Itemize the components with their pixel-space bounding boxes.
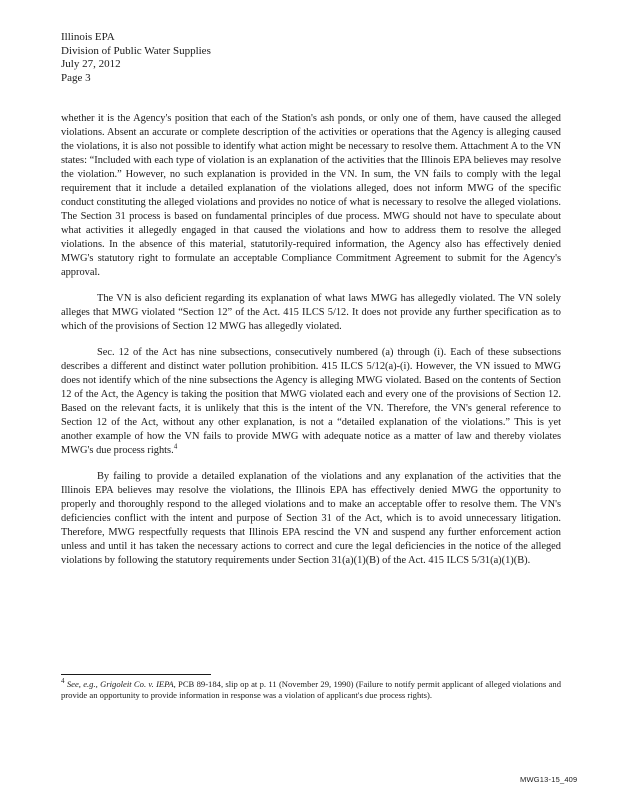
paragraph-3-text: Sec. 12 of the Act has nine subsections, consecutively numbered (a) through (i). Each of these subsections describes a different and distinct water pollution prohibition. 415 ILCS 5/12(a)-(i). However, the VN issued to MWG does not identify which of the nine subsections the Agency is alleging MWG violated. Based on the contents of Section 12 of the Act, the Agency is taking the position that MWG violated each and every one of the provisions of Section 12. Based on the relevant facts, it is unlikely that this is the intent of the VN. Therefore, the VN's general reference to Section 12 of the Act, without any other explanation, is not a “detailed explanation of the violations.” This is yet another example of how the VN fails to provide MWG with adequate notice as a matter of law and thereby violates MWG's due process rights. — [61, 347, 561, 456]
header-date: July 27, 2012 — [61, 58, 121, 71]
paragraph-1: whether it is the Agency's position that each of the Station's ash ponds, or only one of them, have caused the alleged violations. Absent an accurate or complete description of the activities or operations that the Agency is alleging caused the violations, it is also not possible to identify what action might be necessary to resolve them. Attachment A to the VN states: “Included with each type of violation is an explanation of the activities that the Illinois EPA believes may resolve the violation.” However, no such explanation is provided in the VN. In sum, the VN fails to comply with the legal requirement that it include a detailed explanation of the violations alleged, does not inform MWG of the specific conduct constituting the alleged violations and provides no notice of what is necessary to resolve the alleged violations. The Section 31 process is based on fundamental principles of due process. MWG should not have to speculate about what activities it allegedly engaged in that caused the violations and how to address them to resolve the alleged violations. In the absence of this material, statutorily-required information, the Agency also has effectively denied MWG's statutory right to formulate an acceptable Compliance Commitment Agreement to submit for the Agency's approval. — [61, 113, 561, 278]
footnote-reference: 4 — [173, 442, 178, 451]
bates-stamp: MWG13-15_409 — [520, 775, 578, 784]
footnote-see: See, e.g., — [66, 679, 101, 689]
paragraph-4: By failing to provide a detailed explanation of the violations and any explanation of the activities that the Illinois EPA believes may resolve the violations, the Illinois EPA has effectively denied MWG the opportunity to properly and thoroughly respond to the alleged violations and to make an acceptable offer to resolve them. The VN's deficiencies conflict with the intent and purpose of Section 31 of the Act, which is to avoid unnecessary litigation. Therefore, MWG respectfully requests that Illinois EPA rescind the VN and suspend any further enforcement action unless and until it has taken the necessary actions to correct and cure the legal deficiencies in the notice of the alleged violations by following the statutory requirements under Section 31(a)(1)(B) of the Act. 415 ILCS 5/31(a)(1)(B). — [61, 471, 561, 566]
footnote-divider — [61, 674, 211, 675]
footnote-case-name: Grigoleit Co. v. IEPA — [100, 679, 174, 689]
footnote — [61, 679, 561, 702]
header-agency: Illinois EPA — [61, 31, 115, 43]
footnote-mark: 4 — [61, 677, 65, 686]
letter-header — [61, 31, 361, 85]
header-division: Division of Public Water Supplies — [61, 44, 211, 57]
footnote-text: , PCB 89-184, slip op at p. 11 (November 29, 1990) (Failure to notify permit applicant of alleged violations and provide an opportunity to provide information in response was a violation of applicant's due process rights). — [61, 679, 561, 701]
paragraph-2: The VN is also deficient regarding its explanation of what laws MWG has allegedly violated. The VN solely alleges that MWG violated “Section 12” of the Act. 415 ILCS 5/12. It does not provide any further specification as to which of the provisions of Section 12 MWG has allegedly violated. — [61, 293, 561, 332]
letter-body — [61, 112, 561, 580]
paragraph-3 — [61, 346, 561, 458]
header-page-number: Page 3 — [61, 71, 91, 84]
